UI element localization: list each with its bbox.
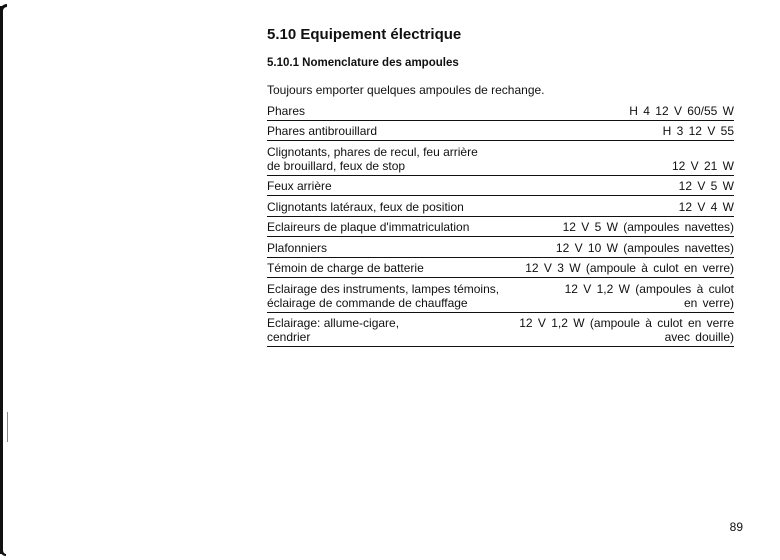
table-row bbox=[267, 141, 734, 176]
page-binding-corner-bottom bbox=[0, 544, 6, 556]
intro-text: Toujours emporter quelques ampoules de rechange. bbox=[267, 83, 545, 97]
table-row bbox=[267, 121, 734, 142]
bulb-label: Eclairage des instruments, lampes témoins, éclairage de commande de chauffage bbox=[267, 281, 500, 310]
table-row bbox=[267, 100, 734, 121]
table-row bbox=[267, 196, 734, 217]
table-row bbox=[267, 313, 734, 348]
table-row bbox=[267, 217, 734, 238]
bulb-spec: 12 V 3 W (ampoule à culot en verre) bbox=[525, 261, 734, 275]
bulb-spec: 12 V 21 W bbox=[671, 158, 734, 173]
bulb-label: Eclairage: allume-cigare, cendrier bbox=[267, 316, 400, 344]
bulb-spec: 12 V 1,2 W (ampoules à culot en verre) bbox=[564, 281, 734, 310]
bulb-spec: 12 V 1,2 W (ampoule à culot en verre avec douille) bbox=[519, 316, 734, 344]
bulb-label: Phares antibrouillard bbox=[267, 124, 378, 138]
page-binding-edge bbox=[0, 6, 3, 554]
page-content bbox=[267, 24, 734, 347]
bulb-spec: 12 V 5 W bbox=[678, 179, 734, 193]
bulb-label: Clignotants latéraux, feux de position bbox=[267, 199, 464, 214]
bulb-label: Clignotants, phares de recul, feu arrière de brouillard, feux de stop bbox=[267, 144, 478, 173]
page-number: 89 bbox=[729, 520, 743, 534]
table-row bbox=[267, 237, 734, 258]
subsection-title: 5.10.1 Nomenclature des ampoules bbox=[267, 57, 459, 69]
bulb-table bbox=[267, 100, 734, 347]
bulb-label: Feux arrière bbox=[267, 179, 332, 193]
bulb-label: Phares bbox=[267, 103, 306, 118]
section-title: 5.10 Equipement électrique bbox=[267, 26, 462, 43]
bulb-spec: 12 V 10 W (ampoules navettes) bbox=[555, 240, 734, 255]
bulb-spec: 12 V 4 W bbox=[678, 199, 734, 214]
bulb-label: Témoin de charge de batterie bbox=[267, 261, 424, 275]
table-row bbox=[267, 258, 734, 279]
table-row bbox=[267, 176, 734, 197]
bulb-label: Eclaireurs de plaque d'immatriculation bbox=[267, 220, 470, 234]
margin-mark bbox=[7, 412, 8, 442]
bulb-spec: H 3 12 V 55 bbox=[662, 124, 734, 138]
bulb-label: Plafonniers bbox=[267, 240, 328, 255]
bulb-spec: H 4 12 V 60/55 W bbox=[629, 103, 734, 118]
table-row bbox=[267, 278, 734, 313]
bulb-spec: 12 V 5 W (ampoules navettes) bbox=[562, 220, 734, 234]
